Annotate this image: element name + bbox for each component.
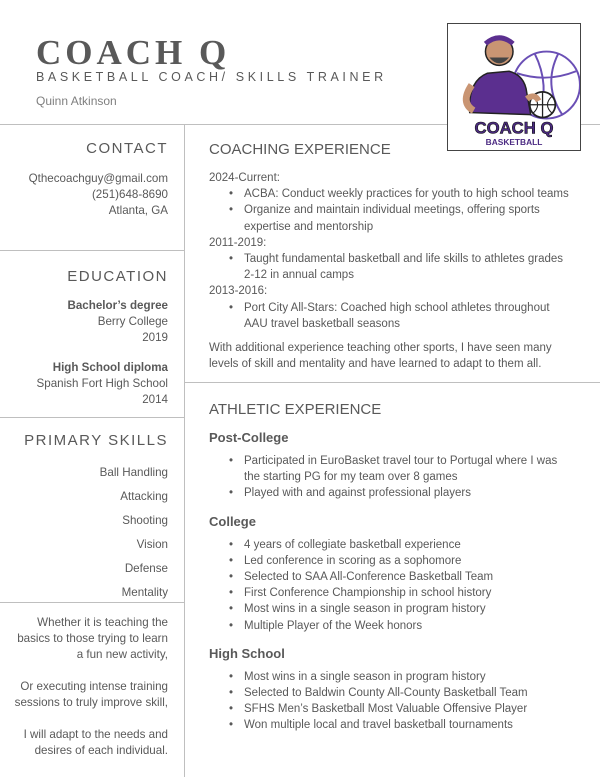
contact-section <box>29 140 168 219</box>
athletic-heading: ATHLETIC EXPERIENCE <box>209 401 382 418</box>
skill-item: Ball Handling <box>99 466 168 479</box>
person-name: Quinn Atkinson <box>36 94 117 108</box>
philosophy-line: sessions to truly improve skill, <box>14 696 168 709</box>
year-1: 2019 <box>142 331 168 344</box>
degree-1: Bachelor’s degree <box>67 299 168 312</box>
philosophy-line: I will adapt to the needs and <box>23 728 168 741</box>
period-bullets <box>209 186 569 235</box>
athletic-bullets <box>209 537 569 634</box>
philosophy-line: a fun new activity, <box>76 648 168 661</box>
coaching-summary: With additional experience teaching other sports, I have seen many levels of skill and mentality and have learned to adapt to them all. <box>209 342 552 371</box>
coaching-heading: COACHING EXPERIENCE <box>209 141 391 158</box>
bullet-item: • Multiple Player of the Week honors <box>209 618 569 634</box>
logo-title: COACH Q <box>474 118 554 138</box>
period-bullets <box>209 251 569 283</box>
skill-item: Attacking <box>120 490 168 503</box>
bullet-item: • Most wins in a single season in program history <box>209 669 569 685</box>
athletic-bullets <box>209 453 569 502</box>
philosophy-section <box>15 615 168 759</box>
education-section <box>37 268 168 408</box>
year-2: 2014 <box>142 393 168 406</box>
athletic-bullets <box>209 669 569 734</box>
coach-q-logo <box>447 23 581 151</box>
period-label: 2013-2016: <box>209 285 268 298</box>
contact-phone[interactable]: (251)648-8690 <box>91 188 168 201</box>
athletic-section <box>209 401 569 734</box>
logo-subtitle: BASKETBALL <box>485 137 543 148</box>
contact-heading: CONTACT <box>86 140 168 157</box>
coaching-divider <box>184 382 600 383</box>
bullet-item: • SFHS Men’s Basketball Most Valuable Offensive Player <box>209 701 569 717</box>
contact-location: Atlanta, GA <box>108 204 168 217</box>
bullet-item: • Participated in EuroBasket travel tour to Portugal where I was the starting PG for my team over 8 games <box>209 453 569 485</box>
skills-section <box>24 432 168 605</box>
column-divider <box>184 124 185 777</box>
degree-2: High School diploma <box>52 361 168 374</box>
bullet-item: • Won multiple local and travel basketball tournaments <box>209 717 569 733</box>
athletic-subheading: Post-College <box>209 430 289 445</box>
bullet-item: • First Conference Championship in school history <box>209 585 569 601</box>
resume-name: COACH Q <box>36 33 231 72</box>
period-label: 2011-2019: <box>209 236 267 249</box>
education-divider <box>0 417 184 418</box>
skill-item: Vision <box>136 538 168 551</box>
bullet-item: • ACBA: Conduct weekly practices for youth to high school teams <box>209 186 569 202</box>
philosophy-line: Whether it is teaching the <box>37 616 168 629</box>
bullet-item: • Played with and against professional players <box>209 485 569 501</box>
bullet-item: • 4 years of collegiate basketball experience <box>209 537 569 553</box>
period-label: 2024-Current: <box>209 172 280 184</box>
school-2: Spanish Fort High School <box>36 377 168 390</box>
philosophy-line: basics to those trying to learn <box>17 632 168 645</box>
bullet-item: • Most wins in a single season in program history <box>209 601 569 617</box>
education-heading: EDUCATION <box>67 268 168 285</box>
bullet-item: • Port City All-Stars: Coached high school athletes throughout AAU travel basketball seasons <box>209 300 569 332</box>
header-divider <box>0 124 447 125</box>
bullet-item: • Selected to SAA All-Conference Basketball Team <box>209 569 569 585</box>
school-1: Berry College <box>97 315 168 328</box>
skill-item: Defense <box>124 562 168 575</box>
bullet-item: • Led conference in scoring as a sophomore <box>209 553 569 569</box>
contact-email[interactable]: Qthecoachguy@gmail.com <box>28 172 168 185</box>
job-title: BASKETBALL COACH/ SKILLS TRAINER <box>36 70 387 84</box>
skills-heading: PRIMARY SKILLS <box>24 432 168 449</box>
skill-item: Mentality <box>121 586 168 599</box>
period-bullets <box>209 300 569 332</box>
header-divider-right <box>581 124 600 125</box>
skill-item: Shooting <box>122 514 168 527</box>
bullet-item: • Organize and maintain individual meetings, offering sports expertise and mentorship <box>209 202 569 234</box>
athletic-subheading: High School <box>209 645 285 661</box>
bullet-item: • Taught fundamental basketball and life skills to athletes grades 2-12 in annual camps <box>209 251 569 283</box>
bullet-item: • Selected to Baldwin County All-County Basketball Team <box>209 685 569 701</box>
athletic-subheading: College <box>209 513 256 529</box>
contact-divider <box>0 250 184 251</box>
coaching-section <box>209 141 569 372</box>
logo-graphic <box>448 24 580 150</box>
philosophy-line: desires of each individual. <box>34 744 168 757</box>
philosophy-line: Or executing intense training <box>20 680 168 693</box>
